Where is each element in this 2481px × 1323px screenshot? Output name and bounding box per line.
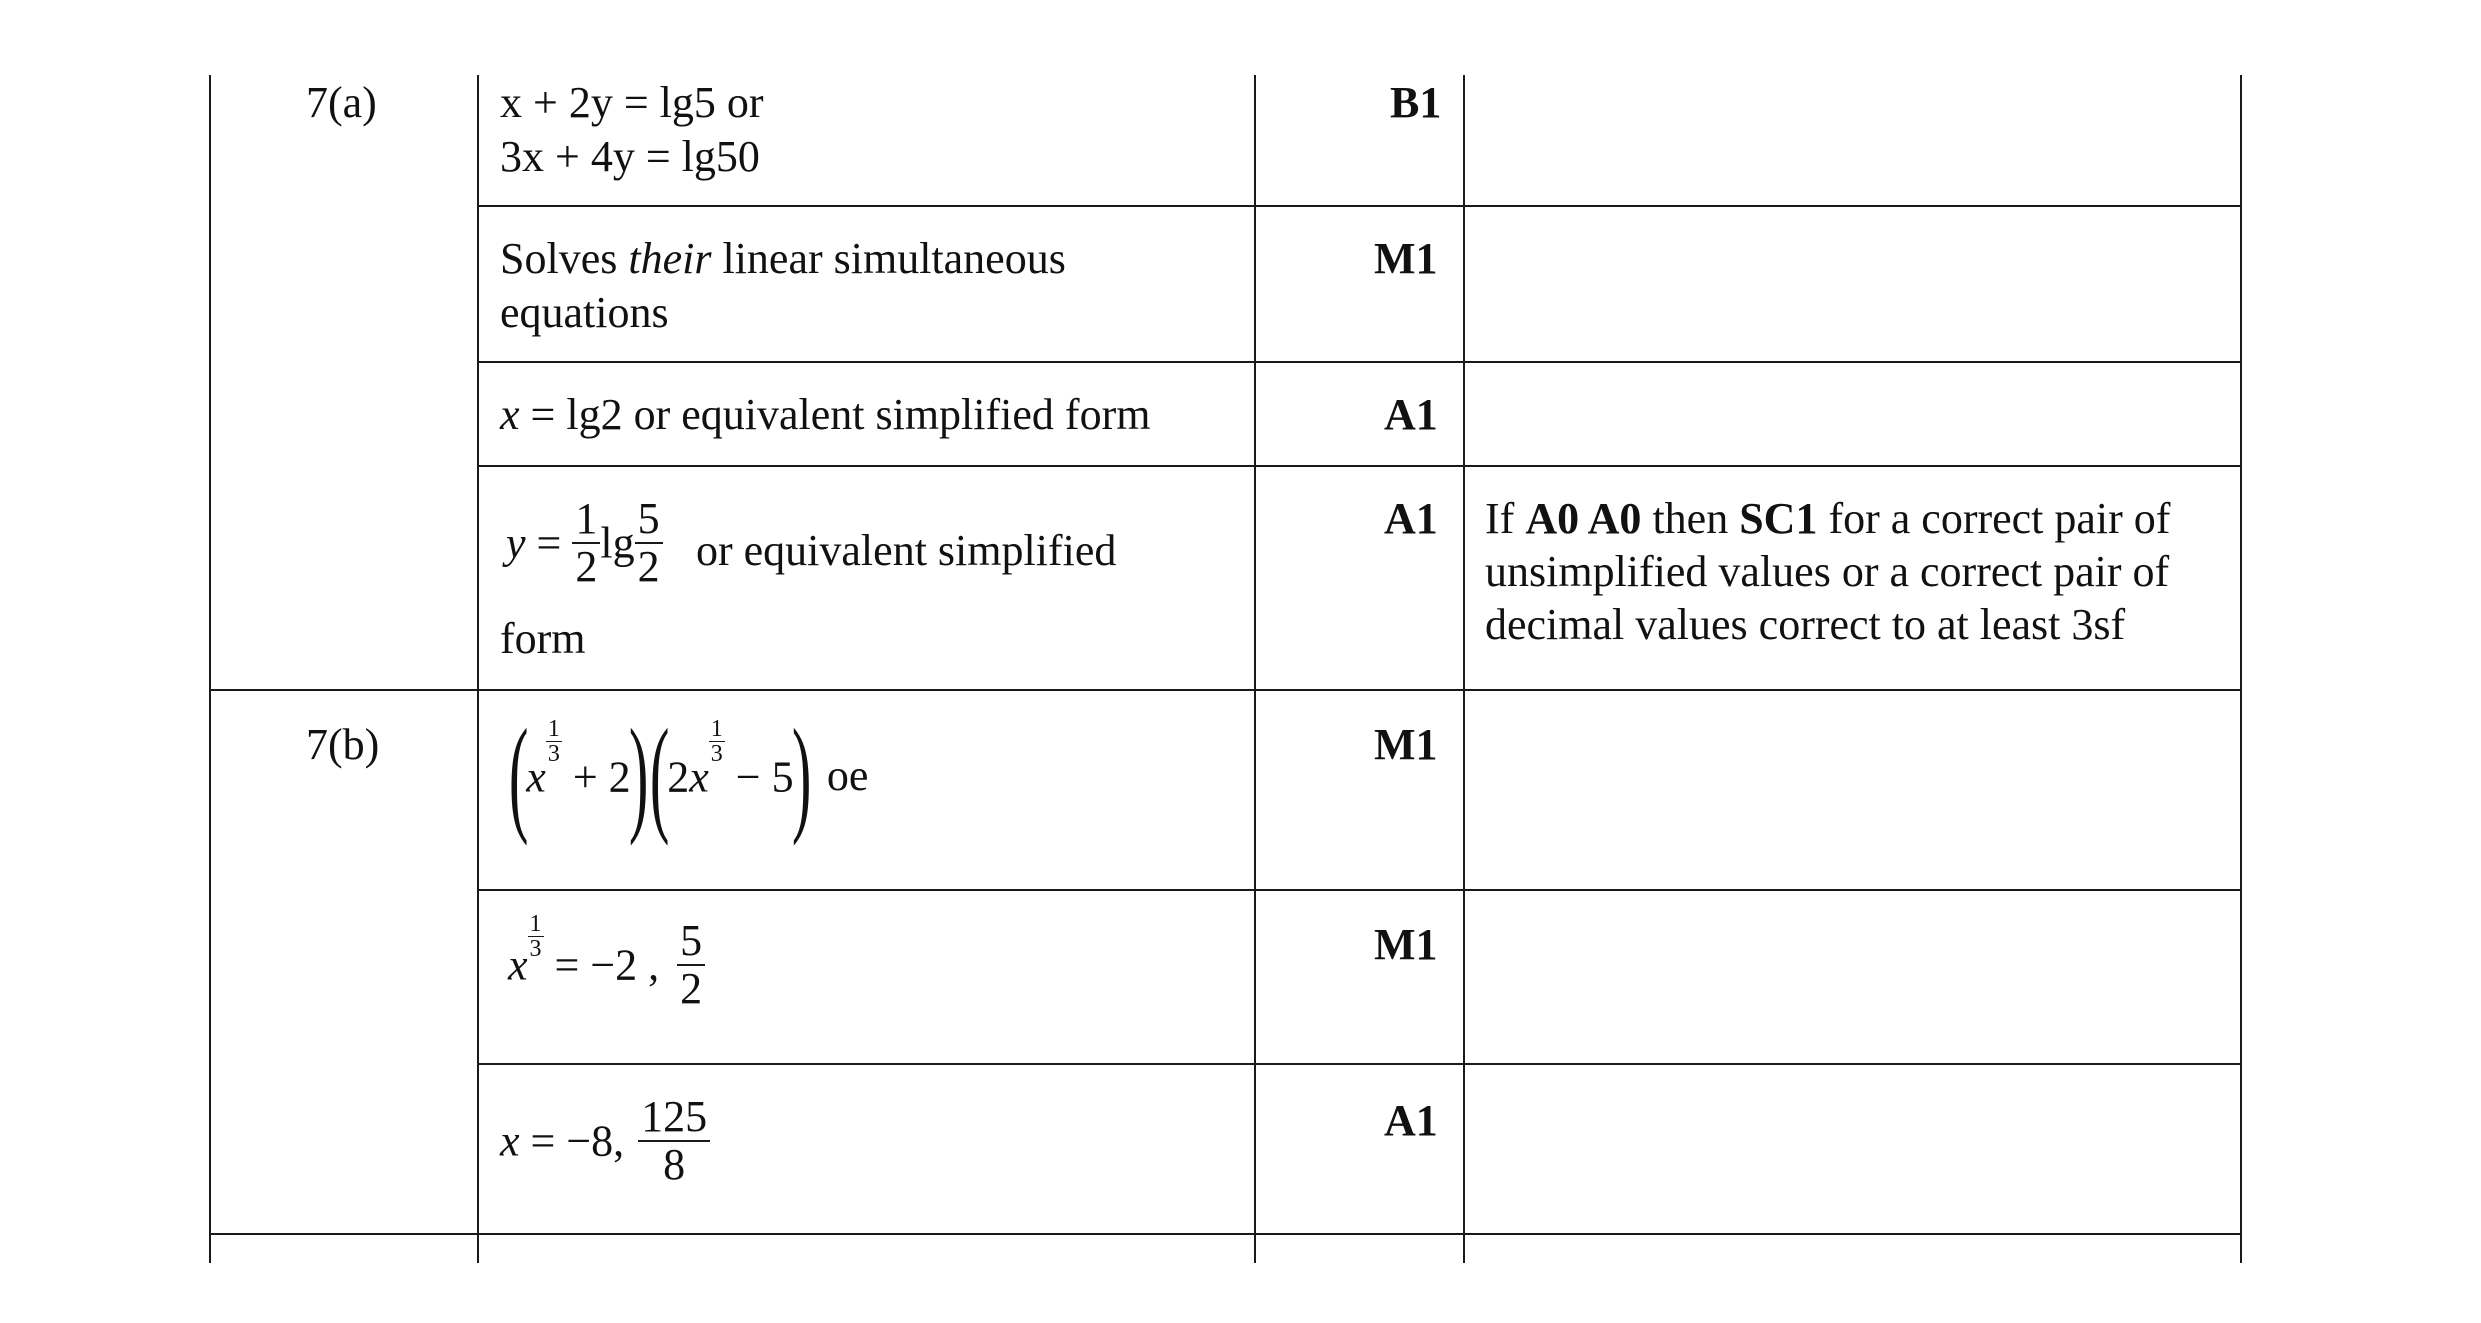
answer-variable: x: [500, 1116, 520, 1166]
answer-math-expression: [506, 496, 663, 590]
fraction: [635, 496, 663, 590]
exponent-numerator: 1: [710, 716, 723, 743]
question-number: 7(a): [306, 78, 377, 127]
fraction: [572, 496, 600, 590]
guidance-text: then: [1641, 494, 1740, 543]
fraction-denominator: 2: [575, 542, 598, 591]
row-divider: [477, 205, 2242, 207]
mark-code: M1: [1374, 234, 1438, 283]
table-border-bottom: [209, 1233, 2242, 1235]
exponent-denominator: 3: [710, 741, 723, 768]
guidance-line: [1485, 492, 2170, 545]
row-divider: [477, 1063, 2242, 1065]
table-border-right: [2240, 75, 2242, 1263]
question-number: 7(b): [306, 720, 380, 769]
answer-log: lg: [600, 518, 635, 568]
answer-text-line: or equivalent simplified: [696, 526, 1117, 575]
fractional-exponent: [546, 717, 562, 766]
answer-text-line: [500, 232, 1066, 286]
answer-suffix: oe: [826, 750, 869, 800]
guidance-mark-code: SC1: [1739, 494, 1818, 543]
mark-code: M1: [1374, 920, 1438, 969]
left-parenthesis: (: [508, 703, 529, 847]
exponent-denominator: 3: [529, 936, 542, 962]
mark-code: M1: [1374, 720, 1438, 769]
fractional-exponent: [528, 912, 544, 961]
mark-code: B1: [1390, 78, 1442, 127]
answer-math-expression: [508, 911, 705, 1013]
fraction-denominator: 2: [637, 542, 660, 591]
answer-text: x + 2y = lg5 or: [500, 78, 764, 127]
column-divider-answer: [477, 75, 479, 1263]
mark-code: A1: [1384, 494, 1438, 543]
fraction: [638, 1094, 710, 1188]
row-divider: [477, 465, 2242, 467]
mark-code: A1: [1384, 1096, 1438, 1145]
answer-variable: x: [526, 752, 546, 802]
fraction: [677, 918, 705, 1012]
answer-text: Solves: [500, 234, 629, 283]
column-divider-marks: [1254, 75, 1256, 1263]
answer-text: equations: [500, 288, 669, 337]
guidance-text: for a correct pair of: [1817, 494, 2171, 543]
fraction-numerator: 125: [638, 1094, 710, 1142]
answer-operator: + 2: [561, 752, 631, 802]
exponent-numerator: 1: [547, 716, 560, 743]
answer-math-expression: [497, 703, 869, 860]
term: [526, 716, 631, 802]
answer-text: 3x + 4y = lg50: [500, 132, 760, 181]
right-parenthesis: ): [791, 703, 811, 847]
answer-variable: y: [506, 518, 526, 568]
answer-variable: x: [508, 940, 528, 990]
answer-text-line: form: [500, 614, 586, 663]
answer-equation-line: [500, 76, 764, 130]
guidance-line: unsimplified values or a correct pair of: [1485, 547, 2170, 596]
term: [667, 716, 794, 802]
mark-code: A1: [1384, 390, 1438, 439]
fraction-numerator: 5: [677, 918, 705, 966]
exponent-denominator: 3: [547, 741, 560, 768]
table-border-left: [209, 75, 211, 1263]
answer-variable: x: [500, 390, 520, 439]
row-divider: [477, 361, 2242, 363]
question-divider: [209, 689, 2242, 691]
guidance-text: If: [1485, 494, 1526, 543]
right-parenthesis: ): [628, 703, 649, 847]
column-divider-guidance: [1463, 75, 1465, 1263]
answer-math-expression: [500, 1094, 710, 1188]
guidance-mark-code: A0 A0: [1525, 494, 1642, 543]
fractional-exponent: [709, 717, 725, 766]
answer-text: = lg2 or equivalent simplified form: [519, 390, 1151, 439]
coefficient: 2: [667, 752, 690, 802]
fraction-numerator: 1: [572, 496, 600, 544]
answer-operator: = −2 ,: [543, 940, 660, 990]
answer-operator: − 5: [724, 752, 794, 802]
answer-operator: =: [525, 518, 573, 568]
fraction-denominator: 2: [680, 964, 703, 1013]
fraction-denominator: 8: [663, 1140, 686, 1189]
answer-variable: x: [689, 752, 709, 802]
answer-text-line: [500, 388, 1150, 442]
guidance-line: decimal values correct to at least 3sf: [1485, 600, 2126, 649]
row-divider: [477, 889, 2242, 891]
fraction-numerator: 5: [635, 496, 663, 544]
exponent-numerator: 1: [529, 911, 542, 937]
answer-text-line: [500, 286, 669, 340]
left-parenthesis: (: [649, 703, 670, 847]
answer-text-emphasis: their: [628, 234, 712, 283]
answer-text: linear simultaneous: [711, 234, 1066, 283]
answer-operator: = −8,: [519, 1116, 625, 1166]
answer-equation-line: [500, 130, 760, 184]
